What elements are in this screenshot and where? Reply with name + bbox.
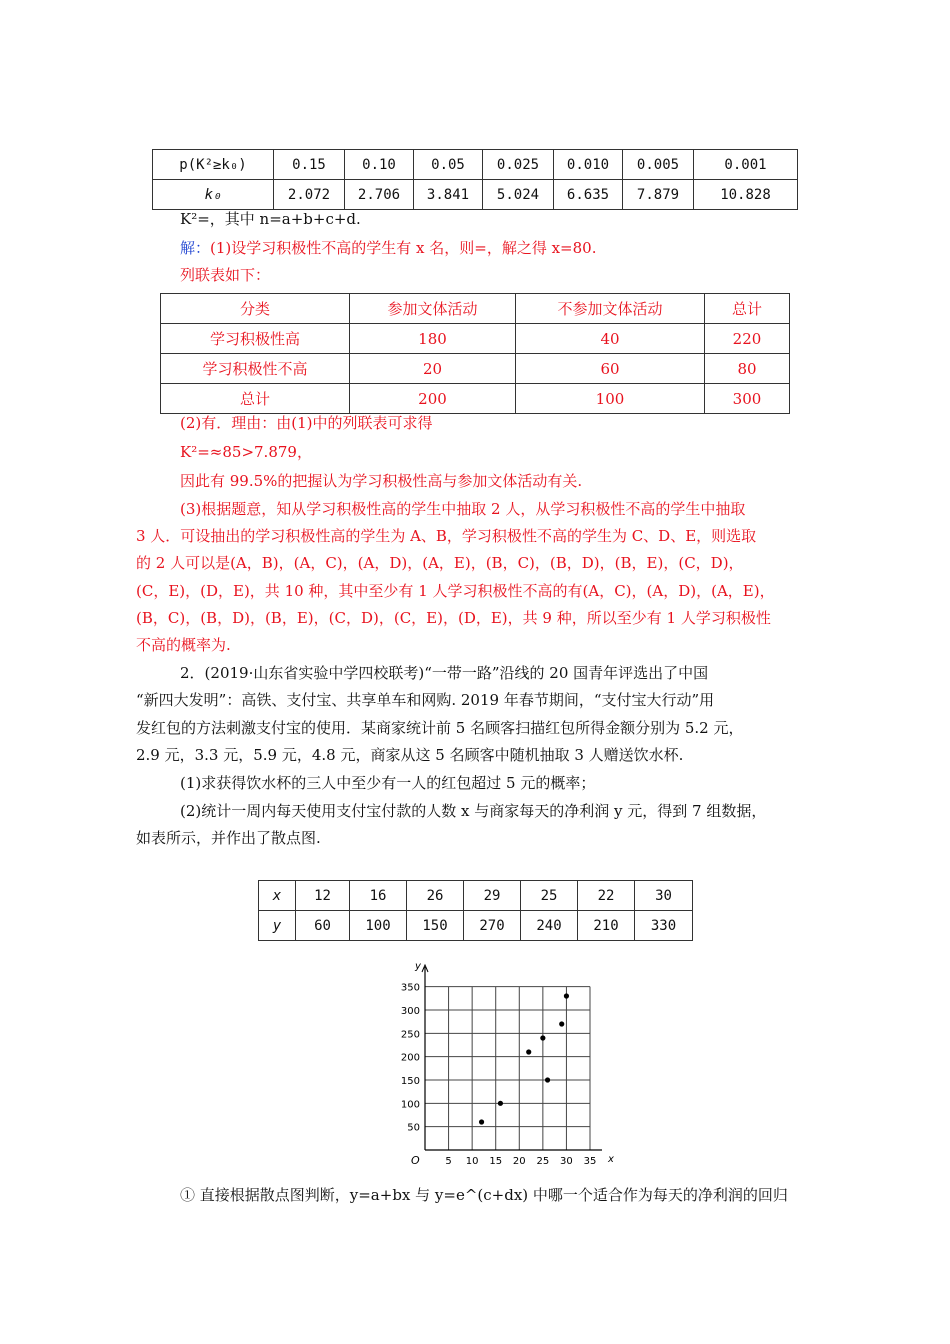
y-tick-label: 200 — [400, 1052, 420, 1064]
table-row — [161, 294, 790, 324]
table-cell: 6.635 — [554, 180, 623, 210]
table-cell: 0.025 — [483, 150, 554, 180]
data-point — [559, 1021, 564, 1026]
table-cell: 16 — [350, 881, 407, 911]
x-tick-label: 30 — [560, 1156, 573, 1167]
part3-line-2: 3 人．可设抽出的学习积极性高的学生为 A、B，学习积极性不高的学生为 C、D、E，则选取 — [136, 527, 757, 545]
table-cell: 3.841 — [414, 180, 483, 210]
solution-text: (1)设学习积极性不高的学生有 x 名，则=，解之得 x=80. — [210, 239, 597, 257]
y-axis-label: y — [415, 961, 421, 972]
table-cell: 240 — [521, 911, 578, 941]
data-point — [564, 993, 569, 998]
y-tick-label: 350 — [400, 982, 420, 994]
table-row — [153, 180, 798, 210]
table-cell: 100 — [516, 384, 705, 414]
problem2-line-5: (1)求获得饮水杯的三人中至少有一人的红包超过 5 元的概率； — [180, 774, 596, 792]
table-cell: 25 — [521, 881, 578, 911]
data-point — [540, 1035, 545, 1040]
x-tick-label: 20 — [512, 1156, 526, 1167]
table-cell: 2.072 — [274, 180, 345, 210]
question-line: ① 直接根据散点图判断，y=a+bx 与 y=e^(c+dx) 中哪一个适合作为每天的净利润的回归 — [180, 1186, 788, 1204]
y-tick-label: 300 — [400, 1006, 420, 1017]
table-row — [161, 384, 790, 414]
table-cell: 300 — [705, 384, 790, 414]
table-header-cell: 参加文体活动 — [350, 294, 516, 324]
table-cell: 0.005 — [623, 150, 694, 180]
table-cell: 210 — [578, 911, 635, 941]
table-cell: 30 — [635, 881, 693, 911]
table-cell: 26 — [407, 881, 464, 911]
table-cell: 7.879 — [623, 180, 694, 210]
y-tick-label: 100 — [400, 1099, 420, 1111]
table-cell: p(K²≥k₀) — [153, 150, 274, 180]
table-cell: 0.001 — [694, 150, 798, 180]
table-row — [259, 911, 693, 941]
table-row — [153, 150, 798, 180]
problem2-line-6: (2)统计一周内每天使用支付宝付款的人数 x 与商家每天的净利润 y 元，得到 7 组数据， — [180, 802, 767, 820]
x-tick-label: 10 — [465, 1156, 479, 1167]
scatter-plot — [380, 961, 614, 1175]
table-row — [161, 354, 790, 384]
table-cell: 0.05 — [414, 150, 483, 180]
table-cell: 150 — [407, 911, 464, 941]
table-cell: 总计 — [161, 384, 350, 414]
origin-label: O — [411, 1154, 420, 1167]
table-header-cell: 总计 — [705, 294, 790, 324]
part3-line-6: 不高的概率为. — [136, 636, 231, 654]
x-tick-label: 5 — [445, 1156, 452, 1167]
x-tick-label: 25 — [536, 1156, 550, 1167]
table-cell: 0.10 — [345, 150, 414, 180]
problem2-line-2: “新四大发明”：高铁、支付宝、共享单车和网购. 2019 年春节期间，“支付宝大行动”用 — [136, 691, 715, 709]
solution-part1 — [180, 237, 596, 259]
problem2-line-4: 2.9 元，3.3 元，5.9 元，4.8 元，商家从这 5 名顾客中随机抽取 3 人赠送饮水杯. — [136, 746, 684, 764]
table-cell: 60 — [296, 911, 350, 941]
part2-line-1: (2)有．理由：由(1)中的列联表可求得 — [180, 414, 433, 432]
contingency-table — [160, 293, 790, 414]
table-cell: 40 — [516, 324, 705, 354]
table-cell: 29 — [464, 881, 521, 911]
y-tick-label: 250 — [400, 1029, 420, 1041]
solution-label: 解： — [180, 239, 211, 257]
y-tick-label: 50 — [407, 1122, 420, 1134]
problem2-line-7: 如表所示，并作出了散点图. — [136, 829, 321, 847]
part3-line-1: (3)根据题意，知从学习积极性高的学生中抽取 2 人，从学习积极性不高的学生中抽取 — [180, 500, 746, 518]
data-point — [479, 1119, 484, 1124]
part3-line-3: 的 2 人可以是(A，B)，(A，C)，(A，D)，(A，E)，(B，C)，(B，D)，(B，E)，(C，D)， — [136, 554, 744, 572]
critical-value-table — [152, 149, 798, 210]
table-cell: 2.706 — [345, 180, 414, 210]
table-cell: 200 — [350, 384, 516, 414]
formula-line: K²=，其中 n=a+b+c+d. — [180, 210, 361, 228]
table-cell: k₀ — [153, 180, 274, 210]
table-cell: 60 — [516, 354, 705, 384]
part3-line-4: (C，E)，(D，E)，共 10 种，其中至少有 1 人学习积极性不高的有(A，C)，(A，D)，(A，E)， — [136, 582, 775, 600]
table-row — [259, 881, 693, 911]
table-cell: x — [259, 881, 296, 911]
part2-line-3: 因此有 99.5%的把握认为学习积极性高与参加文体活动有关. — [180, 472, 583, 490]
table-intro: 列联表如下： — [180, 266, 271, 284]
problem2-line-1: 2．(2019·山东省实验中学四校联考)“一带一路”沿线的 20 国青年评选出了中国 — [180, 664, 709, 682]
table-cell: 0.15 — [274, 150, 345, 180]
table-cell: 0.010 — [554, 150, 623, 180]
table-cell: 330 — [635, 911, 693, 941]
table-header-cell: 分类 — [161, 294, 350, 324]
table-cell: 学习积极性不高 — [161, 354, 350, 384]
table-cell: 10.828 — [694, 180, 798, 210]
table-cell: 100 — [350, 911, 407, 941]
x-tick-label: 35 — [583, 1156, 597, 1167]
y-tick-label: 150 — [400, 1076, 420, 1087]
table-cell: 180 — [350, 324, 516, 354]
table-cell: 学习积极性高 — [161, 324, 350, 354]
data-point — [526, 1049, 531, 1054]
table-cell: 22 — [578, 881, 635, 911]
table-row — [161, 324, 790, 354]
part2-line-2: K²=≈85>7.879， — [180, 443, 312, 461]
xy-data-table — [258, 880, 693, 941]
table-cell: 220 — [705, 324, 790, 354]
table-header-cell: 不参加文体活动 — [516, 294, 705, 324]
table-cell: 270 — [464, 911, 521, 941]
x-tick-label: 15 — [489, 1156, 503, 1167]
table-cell: 20 — [350, 354, 516, 384]
table-cell: 80 — [705, 354, 790, 384]
data-point — [498, 1101, 503, 1106]
part3-line-5: (B，C)，(B，D)，(B，E)，(C，D)，(C，E)，(D，E)，共 9 种，所以至少有 1 人学习积极性 — [136, 609, 771, 627]
problem2-line-3: 发红包的方法刺激支付宝的使用．某商家统计前 5 名顾客扫描红包所得金额分别为 5.2 元， — [136, 719, 744, 737]
table-cell: 5.024 — [483, 180, 554, 210]
x-axis-label: x — [608, 1154, 614, 1165]
table-cell: 12 — [296, 881, 350, 911]
data-point — [545, 1077, 550, 1082]
table-cell: y — [259, 911, 296, 941]
